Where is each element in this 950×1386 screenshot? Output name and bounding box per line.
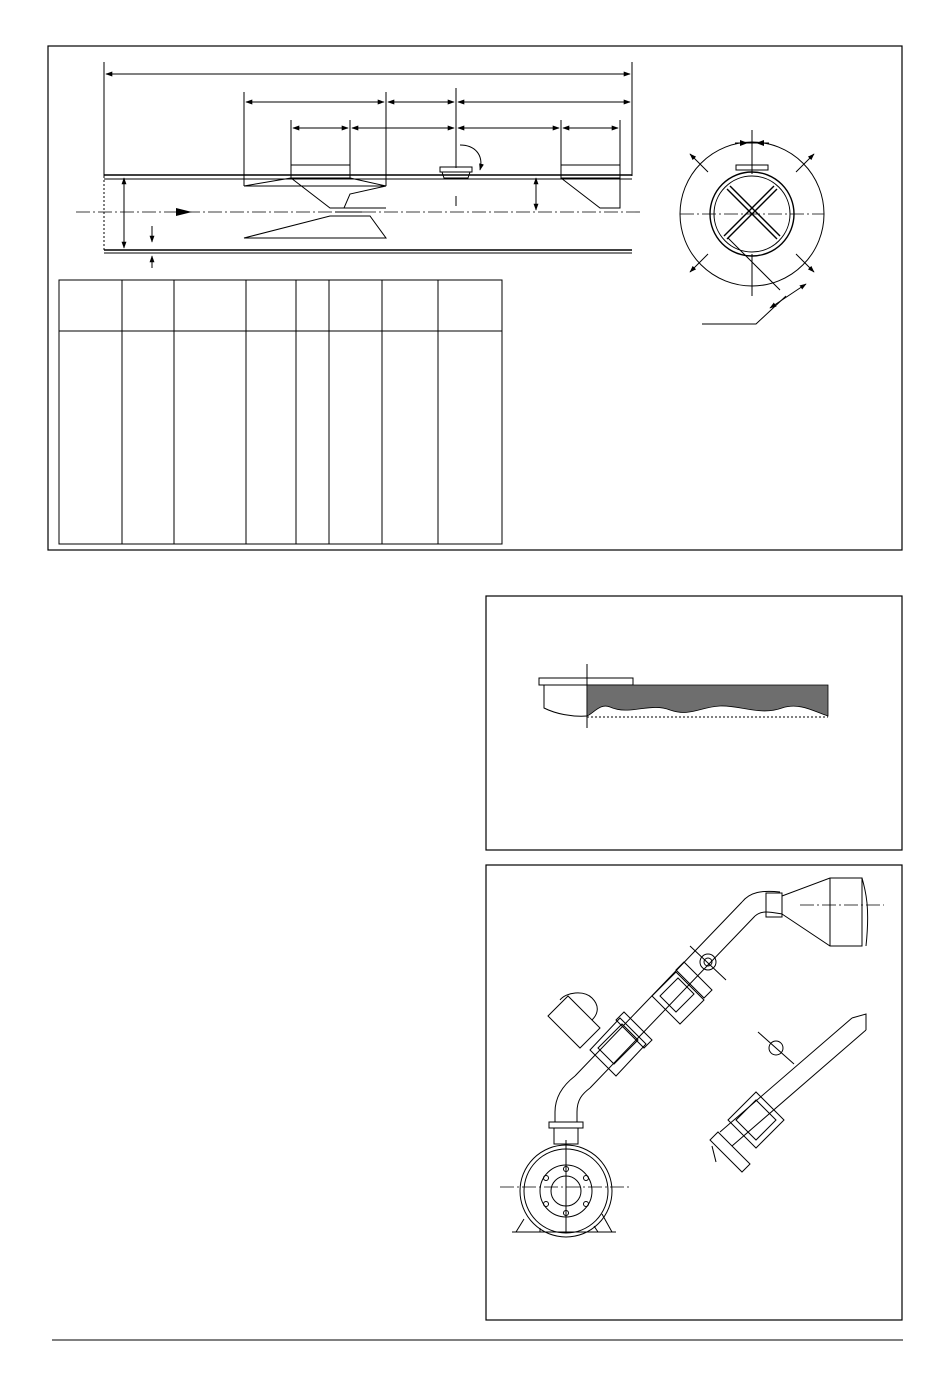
pipe-elevation-drawing [76, 62, 640, 268]
top-panel-frame [48, 46, 902, 550]
pipe-cross-section-drawing [680, 130, 824, 324]
spec-table-grid [59, 280, 502, 544]
pump-detail-frame [486, 865, 902, 1320]
inline-valve-3 [710, 1092, 784, 1172]
inline-valve-1 [590, 1012, 652, 1076]
wall-connection-drawing [539, 664, 828, 728]
pump-pipework-drawing [500, 878, 884, 1237]
wall-detail-frame [486, 596, 902, 850]
